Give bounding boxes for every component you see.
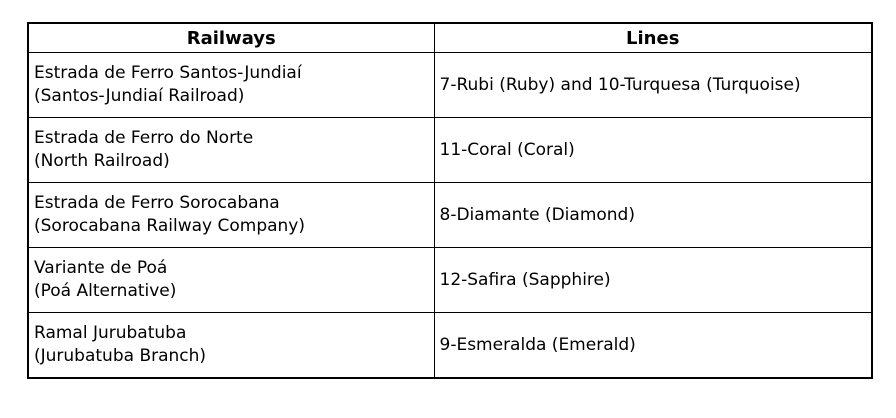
- table-header: [28, 23, 872, 53]
- railway-name: Estrada de Ferro Santos-Jundiaí: [34, 63, 302, 83]
- lines-cell: 12-Safira (Sapphire): [434, 248, 872, 313]
- railways-lines-table-container: [27, 22, 873, 379]
- railway-name: Estrada de Ferro Sorocabana: [34, 193, 280, 213]
- column-header-railways: Railways: [28, 23, 434, 53]
- header-row: [28, 23, 872, 53]
- railway-name: Variante de Poá: [34, 258, 168, 278]
- railway-cell: [28, 313, 434, 379]
- railway-cell: [28, 53, 434, 118]
- lines-cell: 8-Diamante (Diamond): [434, 183, 872, 248]
- railway-translation: (Jurubatuba Branch): [34, 346, 207, 366]
- lines-cell: 9-Esmeralda (Emerald): [434, 313, 872, 379]
- lines-cell: 7-Rubi (Ruby) and 10-Turquesa (Turquoise): [434, 53, 872, 118]
- railway-name: Ramal Jurubatuba: [34, 323, 187, 343]
- table-body: [28, 53, 872, 379]
- table-row: [28, 313, 872, 379]
- lines-cell: 11-Coral (Coral): [434, 118, 872, 183]
- table-row: [28, 53, 872, 118]
- railway-cell: [28, 183, 434, 248]
- column-header-lines: Lines: [434, 23, 872, 53]
- railway-translation: (Santos-Jundiaí Railroad): [34, 86, 245, 106]
- railway-cell: [28, 248, 434, 313]
- railway-translation: (North Railroad): [34, 151, 170, 171]
- railways-lines-table: [27, 22, 873, 379]
- railway-translation: (Poá Alternative): [34, 281, 177, 301]
- table-row: [28, 183, 872, 248]
- table-row: [28, 248, 872, 313]
- railway-name: Estrada de Ferro do Norte: [34, 128, 254, 148]
- railway-translation: (Sorocabana Railway Company): [34, 216, 306, 236]
- table-row: [28, 118, 872, 183]
- railway-cell: [28, 118, 434, 183]
